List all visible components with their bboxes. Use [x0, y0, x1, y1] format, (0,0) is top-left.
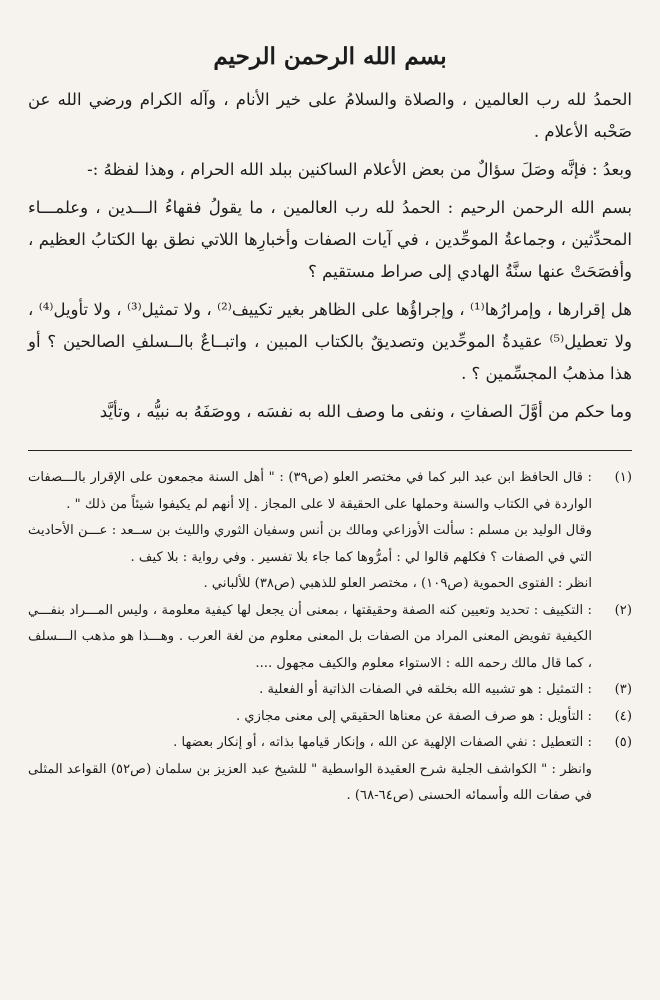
- footnote-number: (١): [614, 470, 632, 485]
- footnote-number: (٣): [614, 682, 632, 697]
- footnote-reference: وانظر : " الكواشف الجلية شرح العقيدة الواسطية " للشيخ عبد العزيز بن سلمان (ص٥٢) القواعد المثلى في صفات الله وأسمائه الحسنى (ص٦٤-٦٨) .: [28, 761, 593, 803]
- footnote-text: : التمثيل : هو تشبيه الله بخلقه في الصفات الذاتية أو الفعلية .: [259, 682, 592, 697]
- main-text: [28, 84, 632, 428]
- paragraph-ruling-question: وما حكم من أوَّلَ الصفاتِ ، ونفى ما وصف الله به نفسَه ، ووصَفَهُ به نبيُّه ، وتأيَّد: [99, 402, 632, 421]
- footnote-text: : التأويل : هو صرف الصفة عن معناها الحقيقي إلى معنى مجازي .: [235, 708, 592, 724]
- footnotes: [28, 465, 632, 810]
- footnote-3: [28, 677, 632, 704]
- footnote-reference: انظر : الفتوى الحموية (ص١٠٩) ، مختصر العلو للذهبي (ص٣٨) للألباني .: [203, 576, 592, 591]
- footnote-text: : التكييف : تحديد وتعيين كنه الصفة وحقيقتها ، بمعنى أن يجعل لها كيفية معلومة ، وليس المـــراد بنفـــي الكيفية تفويض المعنى المراد من الصفات بل المعنى معلوم من لغة العرب . وهـــذا هو مذهب الـــسلف ، كما قال مالك رحمه الله : الاستواء معلوم والكيف مجهول ....: [28, 602, 592, 671]
- footnote-number: (٤): [614, 708, 632, 724]
- footnote-number: (٥): [614, 735, 632, 750]
- footnote-text: : التعطيل : نفي الصفات الإلهية عن الله ، وإنكار قيامها بذاته ، أو إنكار بعضها .: [173, 735, 592, 750]
- footnote-1: [28, 465, 632, 518]
- paragraph-question-intro: وبعدُ : فإنَّه وصَلَ سؤالٌ من بعض الأعلام الساكنين ببلد الله الحرام ، وهذا لفظهُ :-: [87, 160, 632, 179]
- paragraph-attributes-question: هل إقرارها ، وإمرارُها⁽¹⁾ ، وإجراؤُها على الظاهر بغير تكييف⁽²⁾ ، ولا تمثيل⁽³⁾ ، ولا تأويل⁽⁴⁾ ، ولا تعطيل⁽⁵⁾ عقيدةُ الموحِّدين وتصديقٌ بالكتاب المبين ، واتبــاعٌ بالــسلفِ الصالحين ؟ أو هذا مذهبُ المجسِّمين ؟ .: [28, 300, 632, 383]
- footnote-text: : قال الحافظ ابن عبد البر كما في مختصر العلو (ص٣٩) : " أهل السنة مجمعون على الإقرار بالـــصفات الواردة في الكتاب والسنة وحملها على الحقيقة لا على المجاز . إلا أنهم لم يكيفوا شيئاً من ذلك " .: [28, 470, 592, 512]
- footnote-5: [28, 730, 632, 757]
- paragraph-praise: الحمدُ لله رب العالمين ، والصلاة والسلامُ على خير الأنام ، وآله الكرام ورضي الله عن صَحْبه الأعلام .: [28, 90, 632, 141]
- footnote-number: (٢): [614, 602, 632, 618]
- footnote-2: [28, 598, 632, 678]
- footnote-divider: [28, 450, 632, 451]
- paragraph-question-body: بسم الله الرحمن الرحيم : الحمدُ لله رب العالمين ، ما يقولُ فقهاءُ الـــدين ، وعلمـــاء المحدِّثين ، وجماعةُ الموحِّدين ، في آيات الصفات وأخبارِها اللاتي نطق بها الكتابُ العظيم ، وأفصَحَتْ عنها سنَّةُ الهادي إلى صراط مستقيم ؟: [28, 198, 632, 281]
- basmala-heading: بسم الله الرحمن الرحيم: [213, 43, 447, 70]
- footnote-4: [28, 704, 632, 731]
- footnote-continuation: وقال الوليد بن مسلم : سألت الأوزاعي ومالك بن أنس وسفيان الثوري والليث بن ســعد : عـــن الأحاديث التي في الصفات ؟ فكلهم قالوا لي : أمرُّوها كما جاء بلا تفسير . وفي رواية : بلا كيف .: [28, 523, 592, 565]
